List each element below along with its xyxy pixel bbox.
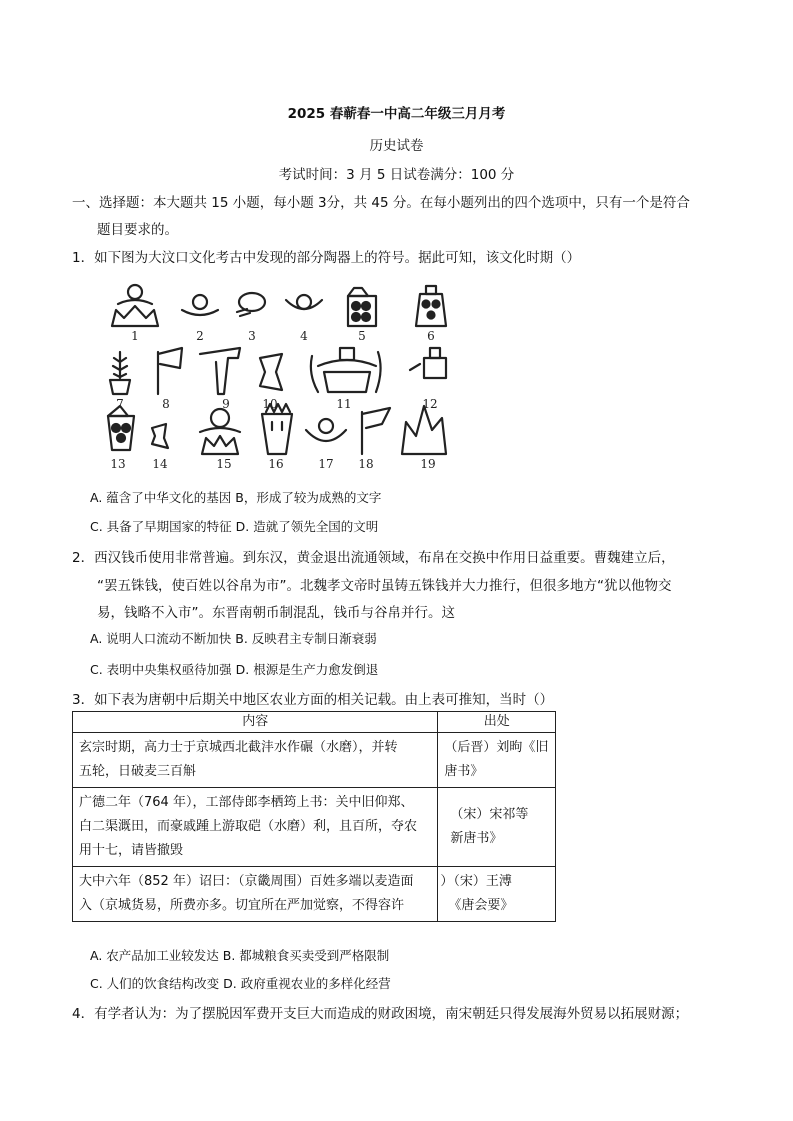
table-cell-source <box>438 867 556 922</box>
q3-table <box>72 711 556 922</box>
q1-stem: 1．如下图为大汶口文化考古中发现的部分陶器上的符号。据此可知，该文化时期（） <box>72 250 581 266</box>
subject-title: 历史试卷 <box>369 138 424 154</box>
symbol-number: 17 <box>318 457 334 471</box>
table-cell-content <box>73 733 438 788</box>
q2-line2: “罢五铢钱，使百姓以谷帛为市”。北魏孝文帝时虽铸五铢钱并大力推行，但很多地方“犹以他物交 <box>97 578 672 594</box>
pottery-symbols-figure <box>100 282 470 474</box>
symbol-5-vessel <box>348 288 376 326</box>
q2-line1: 2．西汉钱币使用非常普遍。到东汉，黄金退出流通领域，布帛在交换中作用日益重要。曹魏建立后， <box>72 550 675 566</box>
symbol-7-plant-pot <box>110 352 130 394</box>
cell-line: 大中六年（852 年）诏曰：（京畿周围）百姓多端以麦造面 <box>79 874 414 889</box>
symbol-11-altar <box>311 348 381 392</box>
q2-line3: 易，钱略不入市”。东晋南朝币制混乱，钱币与谷帛并行。这 <box>97 605 455 621</box>
symbol-number: 1 <box>131 329 139 343</box>
symbol-number: 12 <box>422 397 438 411</box>
exam-info: 考试时间：3 月 5 日试卷满分：100 分 <box>278 167 515 183</box>
cell-line: 用十七，请皆撤毁 <box>79 843 184 858</box>
table-header-row <box>73 712 556 733</box>
symbol-number: 11 <box>336 397 352 411</box>
symbol-number: 3 <box>248 329 256 343</box>
symbol-number: 18 <box>358 457 374 471</box>
symbol-17-crescent-sun <box>306 419 346 441</box>
q3-options-cd: C. 人们的饮食结构改变 D. 政府重视农业的多样化经营 <box>90 976 391 991</box>
symbol-number: 7 <box>116 397 124 411</box>
symbol-number: 10 <box>262 397 278 411</box>
symbol-number: 8 <box>162 397 170 411</box>
cell-line: （宋）宋祁等 <box>450 807 529 822</box>
q1-options-ab: A. 蕴含了中华文化的基因 B，形成了较为成熟的文字 <box>90 490 382 505</box>
symbol-8-flag <box>158 348 182 394</box>
symbol-16-figure <box>262 404 292 454</box>
cell-line: 《唐会要》 <box>448 898 514 913</box>
table-row <box>73 788 556 867</box>
cell-line: 白二渠溉田，而豪戚踵上游取硙（水磨）利，且百所，夺农 <box>79 819 418 834</box>
pottery-symbols-svg <box>100 282 470 474</box>
symbol-9-tool <box>200 348 240 394</box>
section-heading-line2: 题目要求的。 <box>97 222 178 238</box>
cell-line: 新唐书》 <box>450 831 503 846</box>
cell-line: 玄宗时期，高力士于京城西北截沣水作碾（水磨），并转 <box>79 740 398 755</box>
table-cell-source <box>438 788 556 867</box>
symbol-13-vessel <box>108 406 134 450</box>
symbol-number: 4 <box>300 329 308 343</box>
symbol-number: 9 <box>222 397 230 411</box>
symbol-2-sun-crescent <box>182 295 218 315</box>
cell-line: 入（京城货易，所费亦多。切宜所在严加觉察，不得容许 <box>79 898 405 913</box>
symbol-3-sun-wind <box>237 293 265 316</box>
q2-options-cd: C. 表明中央集权亟待加强 D. 根源是生产力愈发倒退 <box>90 662 379 677</box>
symbol-14-square <box>152 424 168 448</box>
cell-line: （后晋）刘昫《旧 <box>444 740 549 755</box>
table-header-source: 出处 <box>438 712 556 733</box>
symbol-number: 13 <box>110 457 126 471</box>
symbol-number: 2 <box>196 329 204 343</box>
q1-options-cd: C. 具备了早期国家的特征 D. 造就了领先全国的文明 <box>90 519 379 534</box>
symbol-1-sun-mountain <box>112 285 158 326</box>
q3-stem: 3．如下表为唐朝中后期关中地区农业方面的相关记载。由上表可推知，当时（） <box>72 692 554 708</box>
symbol-12-tower <box>410 348 446 378</box>
cell-line: 五轮，日破麦三百斛 <box>79 764 197 779</box>
symbol-number: 19 <box>420 457 436 471</box>
symbol-number: 16 <box>268 457 284 471</box>
table-row <box>73 733 556 788</box>
table-cell-content <box>73 788 438 867</box>
symbol-number: 15 <box>216 457 232 471</box>
cell-line: ）（宋）王溥 <box>440 874 512 889</box>
cell-line: 唐书》 <box>444 764 484 779</box>
symbol-15-sun-mountain <box>200 409 240 454</box>
symbol-6-vessel <box>416 286 446 326</box>
q2-options-ab: A. 说明人口流动不断加快 B. 反映君主专制日渐衰弱 <box>90 631 377 646</box>
symbol-number: 14 <box>152 457 168 471</box>
table-header-content: 内容 <box>73 712 438 733</box>
q3-options-ab: A. 农产品加工业较发达 B. 都城粮食买卖受到严格限制 <box>90 948 390 963</box>
symbol-10-square <box>260 354 282 390</box>
symbol-number: 5 <box>358 329 366 343</box>
symbol-18-flag <box>362 408 390 454</box>
table-cell-content <box>73 867 438 922</box>
symbol-number: 6 <box>427 329 435 343</box>
q4-stem: 4．有学者认为：为了摆脱因军费开支巨大而造成的财政困境，南宋朝廷只得发展海外贸易以拓展财源； <box>72 1006 689 1022</box>
symbol-19-fire <box>402 406 446 454</box>
exam-title: 2025 春蕲春一中高二年级三月月考 <box>287 106 506 122</box>
symbol-4-crescent-sun <box>286 295 322 309</box>
cell-line: 广德二年（764 年），工部侍郎李栖筠上书：关中旧仰郑、 <box>79 795 414 810</box>
section-heading-line1: 一、选择题：本大题共 15 小题，每小题 3分，共 45 分。在每小题列出的四个选项中，只有一个是符合 <box>72 195 690 211</box>
table-row <box>73 867 556 922</box>
table-cell-source <box>438 733 556 788</box>
